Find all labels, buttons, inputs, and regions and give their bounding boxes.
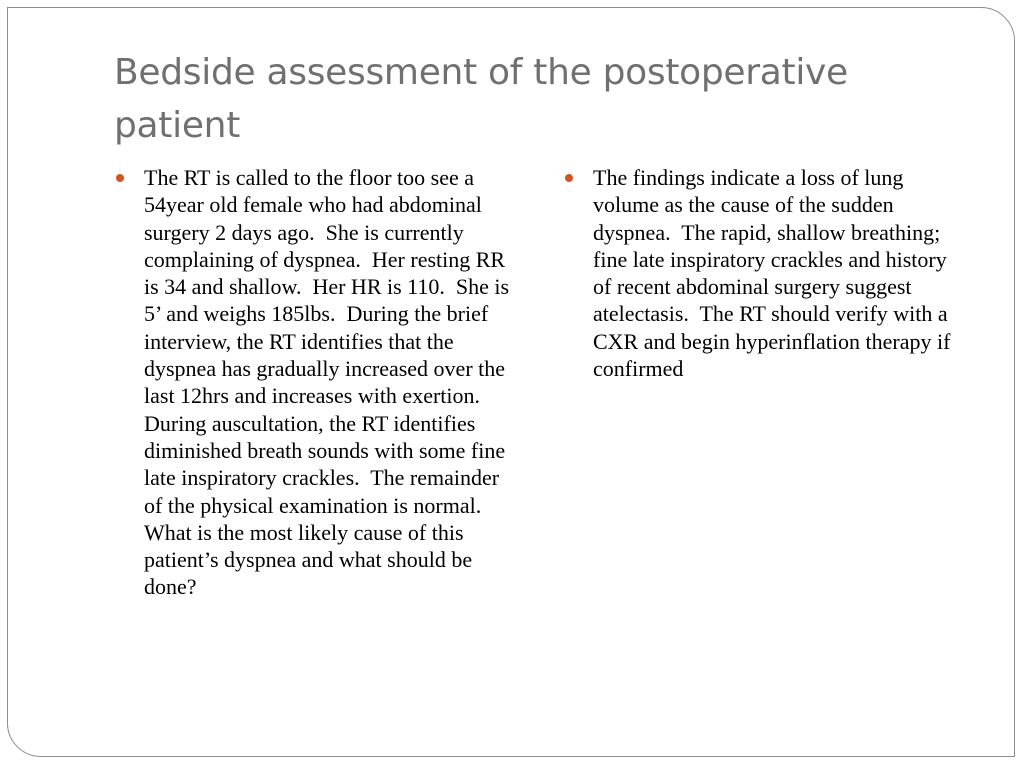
left-content-column: [114, 164, 518, 601]
answer-bullet: [563, 164, 968, 382]
answer-text: The findings indicate a loss of lung volume as the cause of the sudden dyspnea. The rapid, shallow breathing; fine late inspiratory crackles and history of recent abdominal surgery suggest atelectasis. The RT should verify with a CXR and begin hyperinflation therapy if confirmed: [593, 165, 956, 382]
case-description-text: The RT is called to the floor too see a 54year old female who had abdominal surgery 2 days ago. She is currently complaining of dyspnea. Her resting RR is 34 and shallow. Her HR is 110. She is 5’ and weighs 185lbs. During the brief interview, the RT identifies that the dyspnea has gradually increased over the last 12hrs and increases with exertion. During auscultation, the RT identifies diminished breath sounds with some fine late inspiratory crackles. The remainder of the physical examination is normal. What is the most likely cause of this patient’s dyspnea and what should be done?: [144, 165, 515, 600]
right-content-column: [563, 164, 968, 382]
slide-title: Bedside assessment of the postoperative patient: [114, 52, 848, 146]
bullet-icon: [565, 174, 573, 182]
bullet-icon: [116, 174, 124, 182]
case-description-bullet: [114, 164, 518, 601]
